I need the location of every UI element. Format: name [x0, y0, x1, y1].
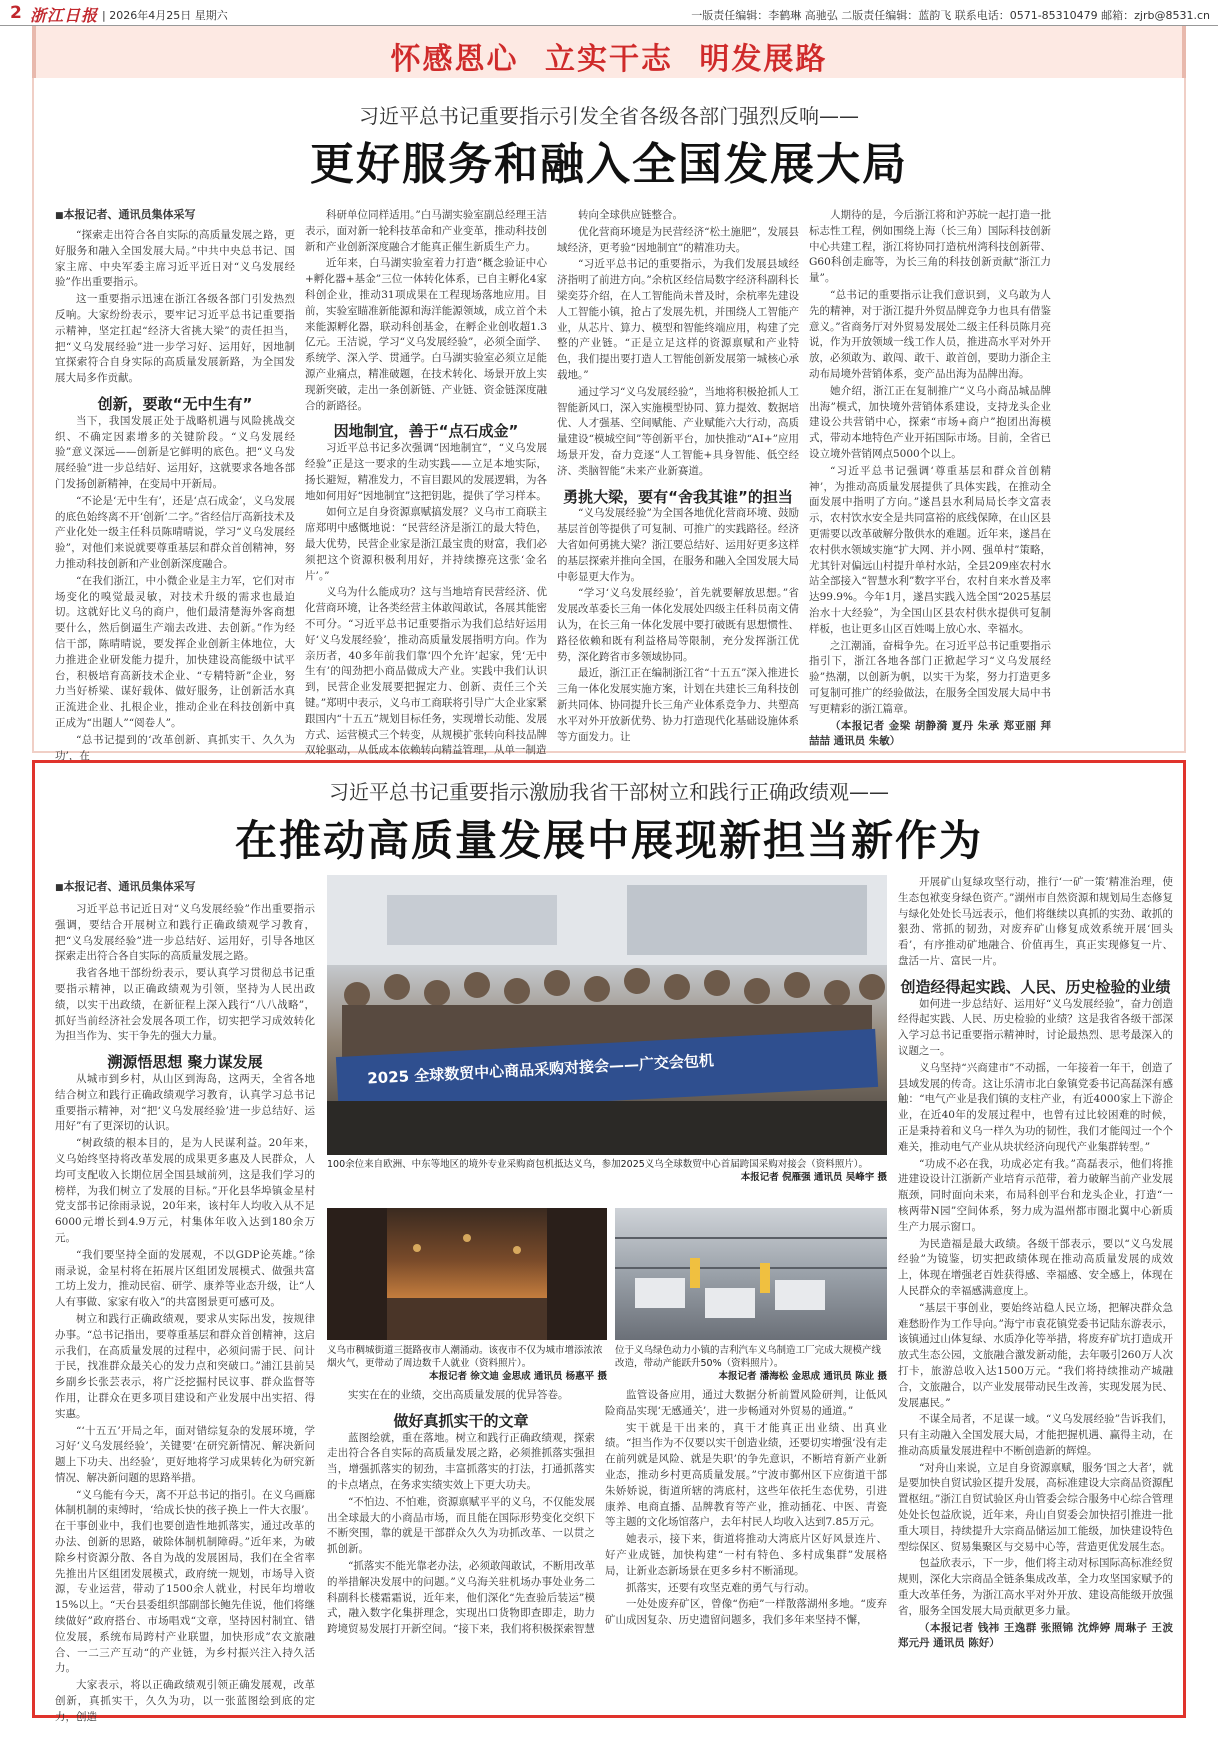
night-market-caption: [327, 1344, 607, 1383]
paragraph: 监管设备应用，通过大数据分析前置风险研判，让低风险商品实现‘无感通关’，进一步畅通对外贸易的通道。”: [605, 1389, 887, 1417]
factory-caption-text: 位于义乌绿色动力小镇的吉利汽车义乌制造工厂完成大规模产线改造，带动产能跃升50%（资料照片）。: [615, 1345, 882, 1369]
paragraph: 为民造福是最大政绩。各级干部表示，要以“义乌发展经验”为镜鉴，切实把政绩体现在推动高质量发展的成效上，体现在增强老百姓获得感、幸福感、安全感上，体现在人民群众的幸福感满意度上。: [898, 1237, 1173, 1297]
night-market-photo: [327, 1208, 607, 1340]
article-2-credit: （本报记者 钱祎 王逸群 张照锦 沈烨婷 周琳子 王波 郑元丹 通讯员 陈好）: [898, 1621, 1173, 1650]
article-2-subhead-2: 做好真抓实干的文章: [393, 1411, 529, 1430]
paragraph: “总书记的重要指示让我们意识到，义乌敢为人先的精神，对于浙江提升外贸品牌竞争力也具有借鉴意义。”省商务厅对外贸易发展处二级主任科员陈月亮说，作为开放领域一线工作人员，推进高水平对外开放，必须敢为、敢闯、敢干、敢首创，要助力浙企主动布局境外营销体系，变产品出海为品牌出海。: [809, 288, 1051, 380]
article-1-byline: ■ 本报记者、通讯员集体采写: [55, 206, 196, 222]
article-2-column-3: [605, 1388, 887, 1710]
paragraph: “习近平总书记的重要指示，为我们发展县域经济指明了前进方向。”余杭区经信局数字经济科副科长梁奕芬介绍，在人工智能尚未普及时，余杭率先建设人工智能小镇，抢占了发展先机，并围绕人工智能产业，从芯片、算力、模型和智能终端应用，构建了完整的产业链。“正是立足这样的资源禀赋和产业特色，我们提出要打造人工智能创新发展第一城核心承载地。”: [557, 258, 799, 381]
crowd-photo-illustration: [327, 875, 887, 1155]
paragraph: 从城市到乡村，从山区到海岛，这两天，全省各地结合树立和践行正确政绩观学习教育，认真学习总书记重要指示精神，对“把‘义乌发展经验’进一步总结好、运用好”有了更深切的认识。: [55, 1072, 315, 1133]
paragraph: 蓝图绘就，重在落地。树立和践行正确政绩观，探索走出符合各自实际的高质量发展之路，必须推抓落实强担当，增强抓落实的韧劲，丰富抓落实的打法，打通抓落实的卡点堵点，在务求实绩实效上下更大功夫。: [327, 1431, 595, 1491]
paragraph: 这一重要指示迅速在浙江各级各部门引发热烈反响。大家纷纷表示，要牢记习近平总书记重要指示精神，坚定扛起“经济大省挑大梁”的责任担当，把“义乌发展经验”进一步学习好、运用好，因地制宜探索符合自身实际的高质量发展新路，为全国发展大局多作贡献。: [55, 293, 295, 385]
main-photo-caption: [327, 1158, 887, 1184]
paragraph: “基层干事创业，要始终站稳人民立场，把解决群众急难愁盼作为工作导向。”海宁市袁花镇党委书记陆东游表示，该镇通过山体复绿、水质净化等举措，将废弃矿坑打造成开放式生态公园，文旅融合激发新动能，去年吸引260万人次打卡，旅游总收入达1500万元。“我们将持续推动产城融合，文旅融合，以产业发展带动民生改善，实现发展为民、发展惠民。”: [898, 1301, 1173, 1409]
paragraph: 当下，我国发展正处于战略机遇与风险挑战交织、不确定因素增多的关键阶段。“义乌发展经验”意义深远——创新是它鲜明的底色。把“义乌发展经验”进一步总结好、运用好，这就要求各地各部门发扬创新精神，在变局中开新局。: [55, 414, 295, 490]
paragraph: 之江潮涌，奋楫争先。在习近平总书记重要指示指引下，浙江各地各部门正掀起学习“义乌发展经验”热潮，以创新为帆，以实干为桨，努力打造更多可复制可推广的经验做法，在服务全国发展大局中书写更精彩的浙江篇章。: [809, 639, 1051, 715]
paragraph: “抓落实不能光靠老办法，必须敢闯敢试，不断用改革的举措解决发展中的问题。”义乌海关驻机场办事处业务二科副科长楼霜霜说，近年来，他们深化“先查验后装运”模式，融入数字化集拼理念，实现出口货物即查即走，助力跨境贸易发展打开新空间。“接下来，我们将积极探索智慧: [327, 1559, 595, 1636]
factory-caption: [615, 1344, 887, 1383]
paragraph: 义乌为什么能成功？这与当地培育民营经济、优化营商环境，让各类经营主体敢闯敢试，各展其能密不可分。“习近平总书记重要指示为我们总结好运用好‘义乌发展经验’，推动高质量发展指明方向。作为亲历者，40多年前我们靠‘四个允许’起家，凭‘无中生有’的闯劲把小商品做成大产业。实践中我们认识到，民营企业发展要把握定力、创新、责任三个关键。”郑明中表示，义乌市工商联将引导广大企业家紧跟国内“十五五”规划目标任务，实现增长动能、发展方式、运营模式三个转变，从规模扩张转向科技品牌双轮驱动，从低成本依赖转向精益管理，从单一制造: [305, 586, 547, 757]
paragraph: 近年来，白马湖实验室着力打造“概念验证中心+孵化器+基金”三位一体转化体系，已自主孵化4家科创企业，推动31项成果在工程现场落地应用。目前，实验室瞄准新能源和海洋能源领域，成立首个未来能源孵化器，联动科创基金，在孵企业创收超1.3亿元。王洁说，学习“义乌发展经验”，必须全面学、系统学、深入学、贯通学。白马湖实验室必须立足能源产业痛点，精准破题，在技术转化、场景开放上实现新突破，走出一条创新链、产业链、资金链深度融合的新路径。: [305, 257, 547, 412]
paragraph: “功成不必在我，功成必定有我。”高磊表示，他们将推进建设设计江浙新产业培育示范带，着力破解当前产业发展瓶颈，同时面向未来，布局科创平台和龙头企业，打造“一核两带N园”空间体系，努力成为温州都市圈北翼中心新质生产力展示窗口。: [898, 1157, 1173, 1233]
factory-photo: [615, 1208, 887, 1340]
night-market-caption-text: 义乌市稠城街道三挺路夜市人潮涌动。该夜市不仅为城市增添浓浓烟火气，更带动了周边数千人就业（资料照片）。: [327, 1345, 603, 1369]
paragraph: 开展矿山复绿攻坚行动，推行‘一矿一策’精准治理，使生态包袱变身绿色资产。”湖州市自然资源和规划局生态修复与绿化处处长马远表示，他们将继续以真抓的实劲、敢抓的狠劲、常抓的韧劲，对废弃矿山修复成效系统开展‘回头看’，有序推动矿地融合、价值再生，真正实现修复一片、盘活一片、富民一片。: [898, 876, 1173, 967]
paragraph: “总书记提到的‘改革创新、真抓实干、久久为功’，在: [55, 733, 295, 762]
article-2-column-4: [898, 875, 1173, 1710]
main-photo: [327, 875, 887, 1155]
article-2-column-1: [55, 902, 315, 1723]
paragraph: 转向全球供应链整合。: [578, 209, 683, 221]
paragraph: “不怕边、不怕难，资源禀赋平平的义乌，不仅能发展出全球最大的小商品市场，而且能在国际形势变化交织下不断突围，靠的就是干部群众久久为功抓改革、一以贯之抓创新。: [327, 1495, 595, 1556]
night-market-credit: 本报记者 徐文迪 金思成 通讯员 杨惠平 摄: [428, 1371, 607, 1382]
article-2-subhead-4: 创造经得起实践、人民、历史检验的业绩: [900, 977, 1171, 996]
page-header: [0, 0, 1218, 26]
article-1-column-4: [809, 208, 1051, 748]
paragraph: 通过学习“义乌发展经验”，当地将积极抢抓人工智能新风口，深入实施模型协同、算力提效、数据培优、人才强基、空间赋能、产业赋能六大行动，高质量建设“模城空间”等创新平台，加快推动“AI+”应用场景开发，奋力竞逐“人工智能+具身智能、低空经济、类脑智能”未来产业新赛道。: [557, 385, 799, 477]
paragraph: 她表示，接下来，街道将推动大湾底片区好风景连片、好产业成链，加快构建“一村有特色、多村成集群”发展格局，让新业态新场景在更多乡村不断涌现。: [605, 1533, 887, 1577]
paragraph: “对舟山来说，立足自身资源禀赋，服务‘国之大者’，就是要加快自贸试验区提升发展，高标准建设大宗商品资源配置枢纽。”浙江自贸试验区舟山管委会综合服务中心综合管理处处长包益欣说，近年来，舟山自贸委会加快招引推进一批重大项目，持续提升大宗商品储运加工能级，加快建设特色型综保区、贸易集聚区与交易中心等，营造更优发展生态。: [898, 1461, 1173, 1553]
paragraph: 抓落实，还要有攻坚克难的勇气与行动。: [626, 1581, 815, 1594]
paragraph: “义乌能有今天，离不开总书记的指引。在义乌画廊体制机制的束缚时，‘给成长快的孩子换上一件大衣服’。在干事创业中，我们也要创造性地抓落实，通过改革的办法、创新的思路，破除体制机制障碍。”近年来，为破除乡村资源分散、各自为战的发展困局，我们在全省率先推出片区组团发展模式，政府统一规划，市场导入资源，专业运营，带动了1500余人就业，村民年均增收15%以上。“天台县委组织部副部长鲍先佳说，他们将继续做好”政府搭台、市场唱戏“文章，坚持因村制宜、错位发展，系统布局跨村产业联盟，加快形成”农文旅融合、一二三产互动“的产业链，为乡村振兴注入持久活力。: [55, 1488, 315, 1675]
paragraph: “探索走出符合各自实际的高质量发展之路，更好服务和融入全国发展大局。”中共中央总书记、国家主席、中央军委主席习近平近日对“义乌发展经验”作出重要指示。: [55, 229, 295, 289]
paragraph: 义乌坚持“兴商建市”不动摇，一年接着一年干，创造了县域发展的传奇。这让乐清市北白象镇党委书记高磊深有感触：“电气产业是我们镇的支柱产业，有近4000家上下游企业，在近40年的发展过程中，也曾有过比较困难的时候，正是秉持着和义乌一样久为功的韧性，我们才能闯过一个个难关，推动电气产业从块状经济向现代产业集群转型。”: [898, 1061, 1173, 1153]
newspaper-logo: 浙江日报: [30, 6, 99, 25]
paragraph: “在我们浙江，中小微企业是主力军，它们对市场变化的嗅觉最灵敏，对技术升级的需求也最迫切。这就好比义乌的商户，他们最清楚海外客商想要什么，然后倒逼生产端去改进、去创新。”作为经信干部，陈晴晴说，要发挥企业创新主体地位，大力推进企业研发能力提升，加快建设高能级中试平台，积极培育高新技术企业、“专精特新”企业，努力当好桥梁、谋好载体、做好服务，让创新活水真正流进企业、扎根企业，推动企业在科技创新中真正成为“出题人”“阅卷人”。: [55, 574, 295, 729]
paragraph: 实干就是干出来的，真干才能真正出业绩、出真业绩。“担当作为不仅要以实干创造业绩，还要切实增强‘没有走在前列就是风险、就是失职’的争先意识，不断培育新产业新业态，推动乡村更高质量发展。”宁波市鄞州区下应街道干部朱娇娇说，街道所辖的湾底村，这些年依托生态优势，引进康养、电商直播、品牌教育等产业，推动插花、中医、青瓷等主题的文化场馆落户，去年村民人均收入达到7.85万元。: [605, 1421, 887, 1529]
article-1-subhead-1: 创新，要敢“无中生有”: [97, 394, 253, 413]
paragraph: 大家表示，将以正确政绩观引领正确发展观，改革创新，真抓实干，久久为功，以一张蓝图绘到底的定力，创造: [55, 1679, 315, 1723]
article-1-column-3: [557, 208, 799, 743]
paragraph: “不论是‘无中生有’，还是‘点石成金’，义乌发展的底色始终离不开‘创新’二字。”省经信厅高新技术及产业化处一级主任科员陈晴晴说，学习“义乌发展经验”，对他们来说就要尊重基层和群众首创精神，努力推动科技创新和产业创新深度融合。: [55, 494, 295, 570]
editors-info: 一版责任编辑：李鹤琳 高驰弘 二版责任编辑：蓝韵飞 联系电话：0571-85310479 邮箱：zjrb@8531.cn: [691, 9, 1210, 22]
main-photo-credit: 本报记者 倪雁强 通讯员 吴峰宇 摄: [740, 1172, 887, 1183]
paragraph: “我们要坚持全面的发展观，不以GDP论英雄。”徐雨录说，金星村将在拓展片区组团发展模式、做强共富工坊上发力，推动民宿、研学、康养等业态升级，让“人人有事做、家家有收入”的共富图景更可感可及。: [55, 1248, 315, 1309]
article-1-column-1: [55, 228, 295, 762]
paragraph: 习近平总书记多次强调“因地制宜”，“义乌发展经验”正是这一要求的生动实践——立足本地实际，扬长避短，精准发力，不盲目跟风的发展逻辑，为各地如何用好“因地制宜”这把钥匙，提供了学习样本。: [305, 442, 547, 502]
paragraph: 包益欣表示，下一步，他们将主动对标国际高标准经贸规则，深化大宗商品全链条集成改革，全力攻坚国家赋予的重大改革任务，为浙江高水平对外开放、建设高能级开放强省，服务全国发展大局贡献更多力量。: [898, 1557, 1173, 1617]
section-banner: [32, 26, 1186, 78]
paragraph: 人期待的是，今后浙江将和沪苏皖一起打造一批标志性工程，例如围绕上海（长三角）国际科技创新中心共建工程，浙江将协同打造杭州湾科技创新带、G60科创走廊等，为长三角的科技创新贡献“浙江力量”。: [809, 209, 1051, 285]
banner-title: 怀感恩心 立实干志 明发展路: [390, 42, 828, 77]
paragraph: 她介绍，浙江正在复制推广“义乌小商品城品牌出海”模式，加快境外营销体系建设，支持龙头企业建设公共营销中心，探索“市场+商户”抱团出海模式，带动本地特色产业开拓国际市场。目前，全省已设立境外营销网点5000个以上。: [809, 384, 1051, 460]
paragraph: “‘十五五’开局之年，面对错综复杂的发展环境，学习好‘义乌发展经验’，关键要‘在研究新情况、解决新问题上下功夫、出经验’，更好地将学习成果转化为研究新情况、解决新问题的思路举措。: [55, 1424, 315, 1484]
paragraph: 习近平总书记近日对“义乌发展经验”作出重要指示强调，要结合开展树立和践行正确政绩观学习教育，把“义乌发展经验”进一步总结好、运用好，引导各地区探索走出符合各自实际的高质量发展之路。: [55, 903, 315, 963]
photo-banner-text: 2025 全球数贸中心商品采购对接会——广交会包机: [366, 1051, 715, 1088]
paragraph: 不谋全局者，不足谋一域。“义乌发展经验”告诉我们，只有主动融入全国发展大局，才能把握机遇、赢得主动，在推动高质量发展进程中不断创造新的辉煌。: [898, 1413, 1173, 1457]
paragraph: 实实在在的业绩，交出高质量发展的优异答卷。: [348, 1389, 569, 1401]
paragraph: 优化营商环境是为民营经济“松土施肥”，发展县域经济，更考验“因地制宜”的精准功夫。: [557, 225, 799, 254]
paragraph: 我省各地干部纷纷表示，要认真学习贯彻总书记重要指示精神，以正确政绩观为引领，坚持为人民出政绩，以实干出政绩，在新征程上深入践行“八八战略”，抓好当前经济社会发展各项工作，切实把学习成效转化为担当作为、实干争先的强大力量。: [55, 967, 315, 1043]
paragraph: 如何立足自身资源禀赋搞发展？义乌市工商联主席郑明中感慨地说：“民营经济是浙江的最大特色，最大优势，民营企业家是浙江最宝贵的财富，我们必须把这个资源积极利用好，并持续擦亮这张‘金名片’。”: [305, 506, 547, 582]
paragraph: 最近，浙江正在编制浙江省“十五五”深入推进长三角一体化发展实施方案，计划在共建长三角科技创新共同体、协同提升长三角产业体系竞争力、共塑高水平对外开放新优势、协力打造现代化基础设施体系等方面发力。让: [557, 667, 799, 743]
article-2-headline: 在推动高质量发展中展现新担当新作为: [234, 816, 983, 865]
article-1-headline: 更好服务和融入全国发展大局: [310, 139, 908, 190]
article-2-kicker: 习近平总书记重要指示激励我省干部树立和践行正确政绩观——: [329, 780, 889, 804]
article-2-byline: ■ 本报记者、通讯员集体采写: [55, 878, 196, 894]
paragraph: “树政绩的根本目的，是为人民谋利益。20年来，义乌始终坚持将改革发展的成果更多惠及人民群众，人均可支配收入长期位居全国县域前列，这是我们学习的榜样，为我们树立了发展的目标。”开化县华埠镇金星村党支部书记徐雨录说，20年来，该村年人均收入从不足6000元增长到4.9万元，村集体年收入达到180余万元。: [55, 1137, 315, 1244]
article-1-subhead-3: 勇挑大梁，要有“舍我其谁”的担当: [563, 487, 793, 506]
article-1-column-2: [305, 208, 547, 757]
article-1-kicker: 习近平总书记重要指示引发全省各级各部门强烈反响——: [359, 104, 859, 128]
article-1-credit: （本报记者 金梁 胡静漪 夏丹 朱承 郑亚丽 拜喆喆 通讯员 朱敏）: [809, 719, 1051, 748]
paragraph: 如何进一步总结好、运用好“义乌发展经验”，奋力创造经得起实践、人民、历史检验的业绩？这是我省各级干部深入学习总书记重要指示精神时，讨论最热烈、思考最深入的议题之一。: [898, 997, 1173, 1057]
paragraph: 树立和践行正确政绩观，要求从实际出发，按规律办事。“总书记指出，要尊重基层和群众首创精神，这启示我们，在高质量发展的过程中，必须问需于民、问计于民，找准群众最关心的发力点和突破口。”浦江县前吴乡副乡长张芸表示，将广泛挖掘村民议事、群众监督等作用，让群众在更多项目建设和产业发展中出实招、得实惠。: [55, 1312, 315, 1420]
night-market-illustration: [327, 1208, 607, 1340]
article-1-subhead-2: 因地制宜，善于“点石成金”: [333, 422, 519, 441]
paragraph: “义乌发展经验”为全国各地优化营商环境、鼓励基层首创等提供了可复制、可推广的实践路径。经济大省如何勇挑大梁？浙江要总结好、运用好更多这样的基层探索并推向全国，在服务和融入全国发展大局中彰显更大作为。: [557, 507, 799, 583]
paragraph: 科研单位同样适用。”白马湖实验室副总经理王洁表示，面对新一轮科技革命和产业变革，推动科技创新和产业创新深度融合才能真正催生新质生产力。: [305, 209, 547, 253]
main-caption-text: 100余位来自欧洲、中东等地区的境外专业采购商包机抵达义乌，参加2025义乌全球数贸中心首届跨国采购对接会（资料照片）。: [327, 1159, 869, 1170]
factory-credit: 本报记者 潘海松 金思成 通讯员 陈业 摄: [718, 1371, 887, 1382]
page-number: 2: [10, 3, 22, 23]
article-2-subhead-1: 溯源悟思想 聚力谋发展: [107, 1053, 263, 1072]
paragraph: “习近平总书记强调‘尊重基层和群众首创精神’，为推动高质量发展提供了具体实践，在推动全面发展中指明了方向。”遂昌县水利局局长李文富表示，农村饮水安全是共同富裕的底线保障，在山区县更需要以改革破解分散供水的难题。近年来，遂昌在农村供水领域实施“扩大网、并小网、强单村”策略，尤其针对偏远山村提升单村水站，全县209座农村水站全部接入“智慧水利”数字平台，农村自来水普及率达99.9%。今年1月，遂昌实践入选全国“2025基层治水十大经验”，为全国山区县农村供水提供可复制样板，也让更多山区百姓喝上放心水、幸福水。: [809, 464, 1051, 635]
paragraph: 一处处废弃矿区，曾像“伤疤”一样散落湖州多地。“废弃矿山成因复杂、历史遗留问题多，我们多年来坚持不懈，: [605, 1598, 887, 1627]
issue-date: | 2026年4月25日 星期六: [102, 9, 228, 22]
factory-illustration: [615, 1208, 887, 1340]
article-2-column-2: [327, 1388, 595, 1710]
paragraph: “学习‘义乌发展经验’，首先就要解放思想。”省发展改革委长三角一体化发展处四级主任科员南文倩认为，在长三角一体化发展中要打破既有思想惯性、路径依赖和既有利益格局等限制，充分发挥浙江优势，深化跨省市多领域协同。: [557, 587, 799, 663]
